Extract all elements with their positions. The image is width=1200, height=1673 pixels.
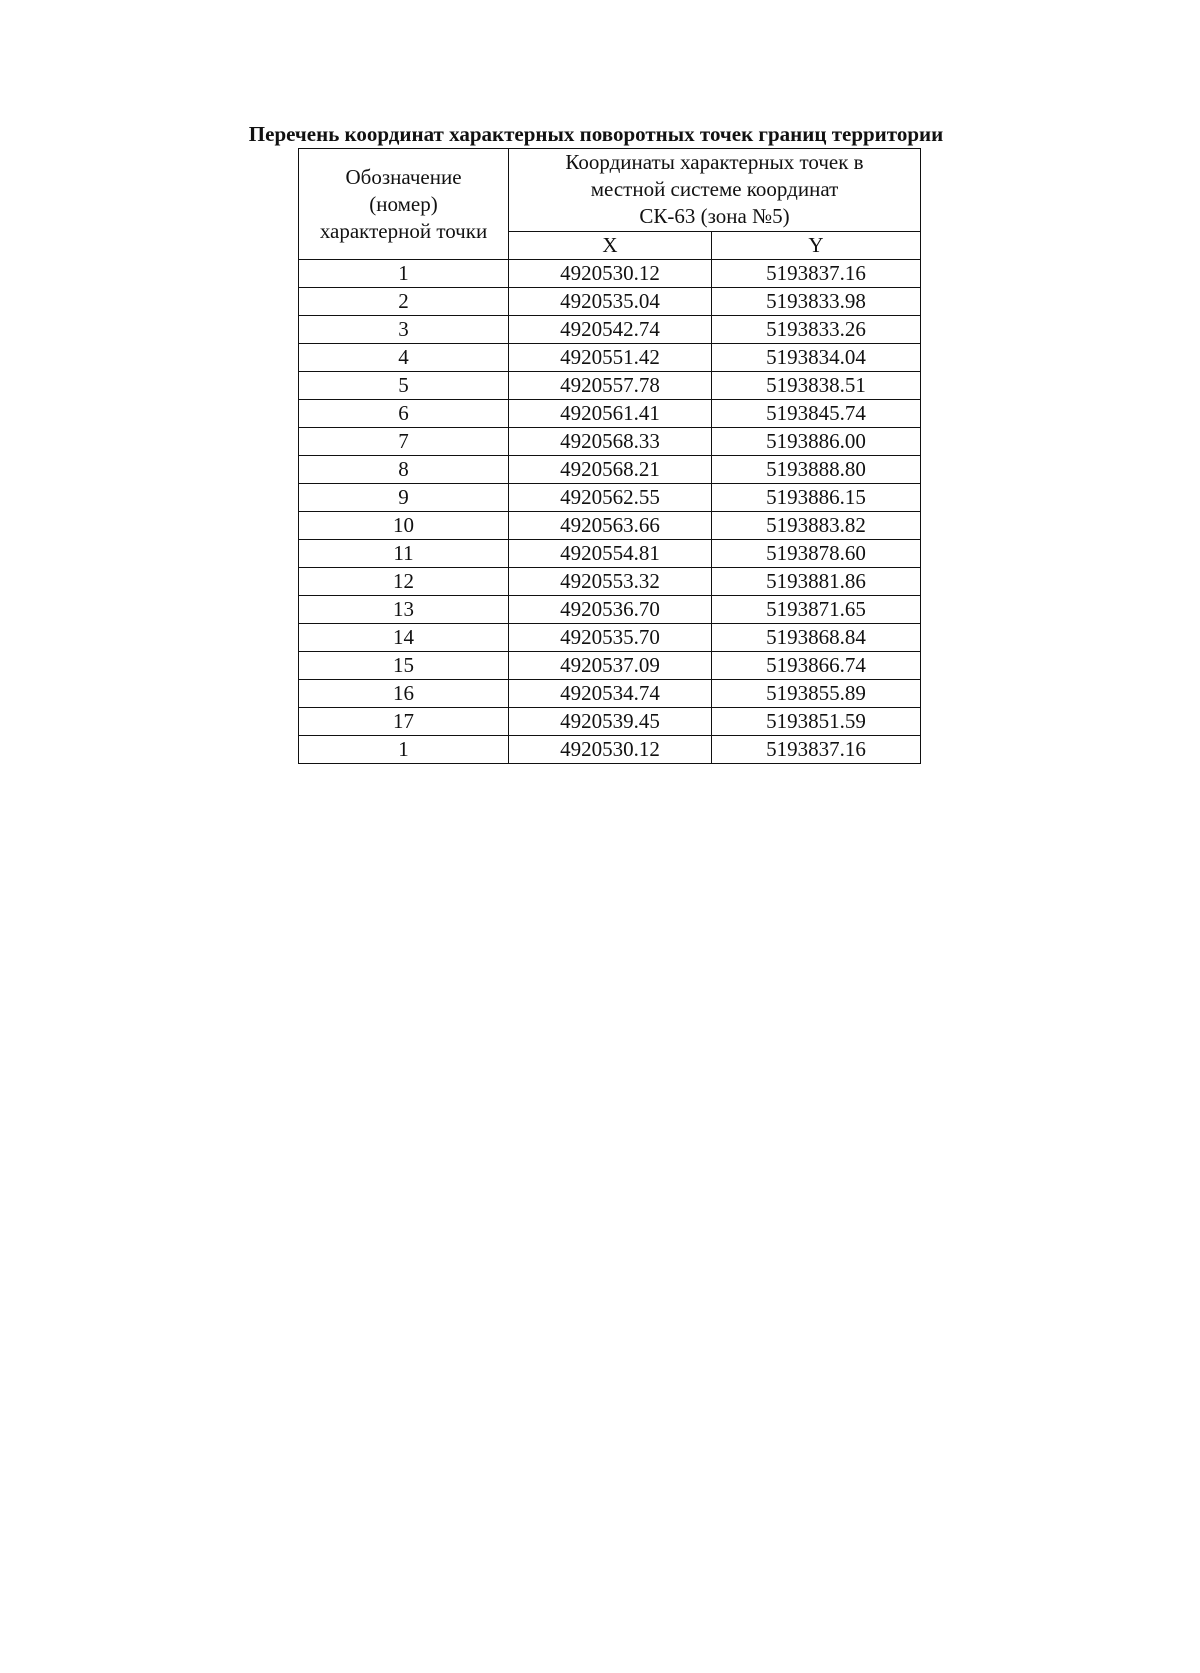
x-coordinate-cell: 4920557.78 (509, 372, 712, 400)
y-coordinate-cell: 5193851.59 (712, 708, 921, 736)
point-number-cell: 15 (299, 652, 509, 680)
y-coordinate-cell: 5193888.80 (712, 456, 921, 484)
y-coordinate-cell: 5193838.51 (712, 372, 921, 400)
table-body (299, 260, 921, 764)
x-coordinate-cell: 4920539.45 (509, 708, 712, 736)
point-number-cell: 6 (299, 400, 509, 428)
y-coordinate-cell: 5193868.84 (712, 624, 921, 652)
point-number-cell: 11 (299, 540, 509, 568)
header-y: Y (712, 232, 921, 260)
table-row (299, 484, 921, 512)
table-row (299, 372, 921, 400)
y-coordinate-cell: 5193871.65 (712, 596, 921, 624)
page-title: Перечень координат характерных поворотных точек границ территории (248, 122, 944, 146)
y-coordinate-cell: 5193855.89 (712, 680, 921, 708)
table-row (299, 596, 921, 624)
y-coordinate-cell: 5193833.26 (712, 316, 921, 344)
x-coordinate-cell: 4920530.12 (509, 260, 712, 288)
y-coordinate-cell: 5193837.16 (712, 260, 921, 288)
x-coordinate-cell: 4920535.70 (509, 624, 712, 652)
table-row (299, 288, 921, 316)
header-coordinates-line: местной системе координат (590, 177, 839, 201)
x-coordinate-cell: 4920542.74 (509, 316, 712, 344)
y-coordinate-cell: 5193866.74 (712, 652, 921, 680)
point-number-cell: 5 (299, 372, 509, 400)
x-coordinate-cell: 4920562.55 (509, 484, 712, 512)
point-number-cell: 1 (299, 736, 509, 764)
x-coordinate-cell: 4920568.21 (509, 456, 712, 484)
x-coordinate-cell: 4920530.12 (509, 736, 712, 764)
header-point-line: (номер) (369, 191, 438, 216)
table-row (299, 624, 921, 652)
y-coordinate-cell: 5193886.00 (712, 428, 921, 456)
table-row (299, 260, 921, 288)
header-point-number (299, 149, 509, 260)
table-row (299, 680, 921, 708)
point-number-cell: 7 (299, 428, 509, 456)
y-coordinate-cell: 5193878.60 (712, 540, 921, 568)
y-coordinate-cell: 5193886.15 (712, 484, 921, 512)
header-coordinates-line: Координаты характерных точек в (565, 150, 864, 174)
x-coordinate-cell: 4920551.42 (509, 344, 712, 372)
table-row (299, 540, 921, 568)
y-coordinate-cell: 5193845.74 (712, 400, 921, 428)
y-coordinate-cell: 5193834.04 (712, 344, 921, 372)
y-coordinate-cell: 5193837.16 (712, 736, 921, 764)
point-number-cell: 16 (299, 680, 509, 708)
table-row (299, 708, 921, 736)
point-number-cell: 13 (299, 596, 509, 624)
header-point-line: Обозначение (345, 164, 462, 189)
table-row (299, 316, 921, 344)
point-number-cell: 3 (299, 316, 509, 344)
x-coordinate-cell: 4920561.41 (509, 400, 712, 428)
x-coordinate-cell: 4920568.33 (509, 428, 712, 456)
x-coordinate-cell: 4920554.81 (509, 540, 712, 568)
table-header (299, 149, 921, 260)
point-number-cell: 17 (299, 708, 509, 736)
x-coordinate-cell: 4920535.04 (509, 288, 712, 316)
table-row (299, 428, 921, 456)
x-coordinate-cell: 4920563.66 (509, 512, 712, 540)
header-x: X (509, 232, 712, 260)
point-number-cell: 8 (299, 456, 509, 484)
table-row (299, 512, 921, 540)
point-number-cell: 9 (299, 484, 509, 512)
point-number-cell: 10 (299, 512, 509, 540)
x-coordinate-cell: 4920534.74 (509, 680, 712, 708)
header-point-line: характерной точки (319, 218, 488, 243)
x-coordinate-cell: 4920536.70 (509, 596, 712, 624)
table-row (299, 400, 921, 428)
header-coordinates (509, 149, 921, 232)
table-row (299, 652, 921, 680)
y-coordinate-cell: 5193883.82 (712, 512, 921, 540)
table-row (299, 344, 921, 372)
point-number-cell: 14 (299, 624, 509, 652)
point-number-cell: 12 (299, 568, 509, 596)
table-row (299, 736, 921, 764)
table-row (299, 456, 921, 484)
point-number-cell: 1 (299, 260, 509, 288)
point-number-cell: 2 (299, 288, 509, 316)
table-row (299, 568, 921, 596)
point-number-cell: 4 (299, 344, 509, 372)
header-coordinates-line: СК-63 (зона №5) (639, 204, 790, 228)
coordinates-table (298, 148, 921, 764)
x-coordinate-cell: 4920537.09 (509, 652, 712, 680)
y-coordinate-cell: 5193833.98 (712, 288, 921, 316)
x-coordinate-cell: 4920553.32 (509, 568, 712, 596)
y-coordinate-cell: 5193881.86 (712, 568, 921, 596)
